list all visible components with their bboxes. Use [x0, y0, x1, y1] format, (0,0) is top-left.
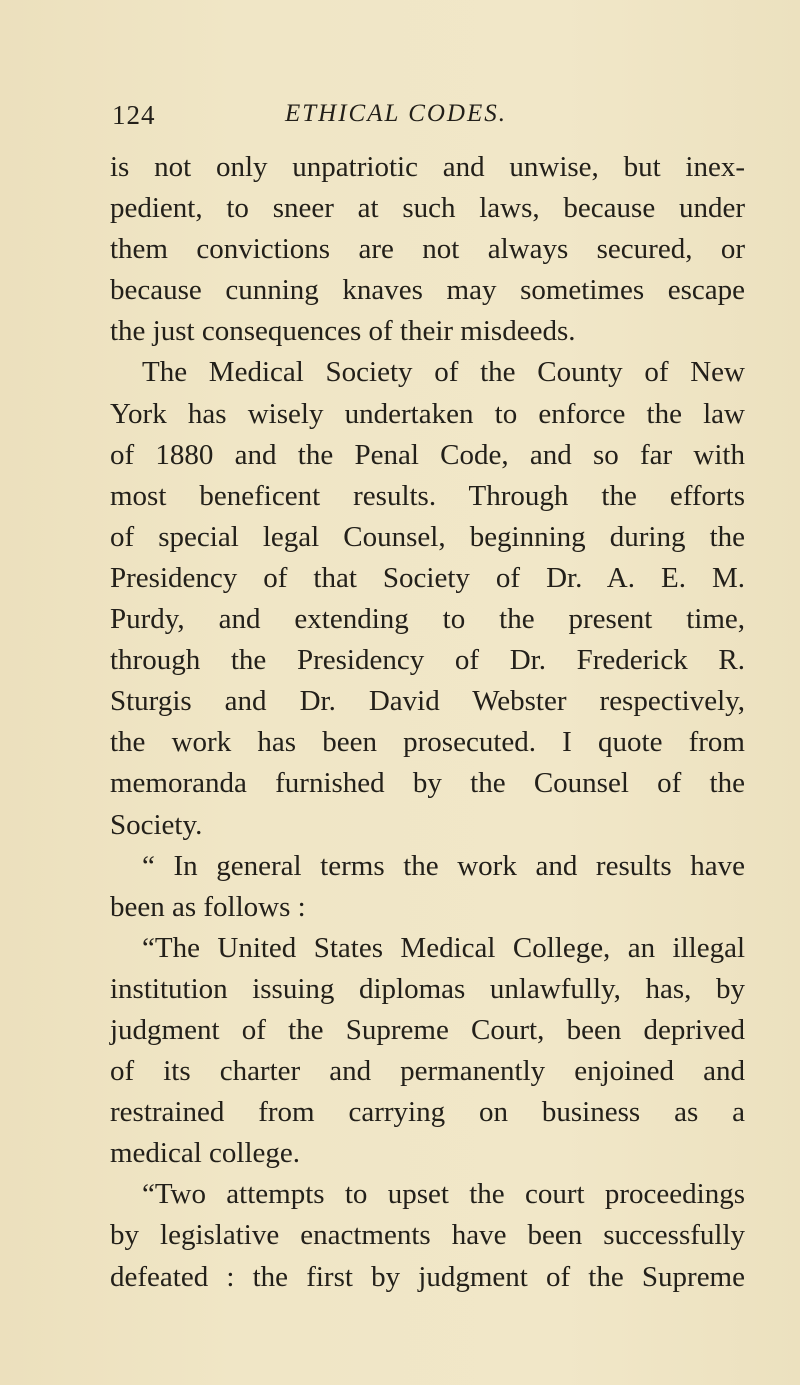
- text-line: institution issuing diplomas unlawfully, has, by: [110, 972, 745, 1005]
- text-line: The Medical Society of the County of New: [142, 356, 745, 389]
- text-line: Sturgis and Dr. David Webster respectively,: [110, 685, 745, 718]
- text-line: of special legal Counsel, beginning during the: [110, 520, 745, 553]
- text-line: because cunning knaves may sometimes escape: [110, 274, 745, 307]
- running-title: ETHICAL CODES.: [285, 100, 508, 127]
- text-line: “The United States Medical College, an illegal: [142, 931, 745, 964]
- text-line: of 1880 and the Penal Code, and so far with: [110, 438, 745, 471]
- text-line: pedient, to sneer at such laws, because under: [110, 192, 745, 225]
- text-line: most beneficent results. Through the efforts: [110, 479, 745, 512]
- text-line: memoranda furnished by the Counsel of the: [110, 767, 745, 800]
- text-line: the work has been prosecuted. I quote from: [110, 726, 745, 759]
- text-line: the just consequences of their misdeeds.: [110, 315, 576, 348]
- text-line: defeated : the first by judgment of the Supreme: [110, 1260, 745, 1293]
- text-line: them convictions are not always secured, or: [110, 233, 745, 266]
- running-head: [112, 100, 740, 136]
- text-line: of its charter and permanently enjoined and: [110, 1055, 745, 1088]
- text-line: medical college.: [110, 1137, 301, 1170]
- text-line: “Two attempts to upset the court proceedings: [142, 1178, 745, 1211]
- page-number: 124: [112, 100, 156, 130]
- text-line: “ In general terms the work and results have: [142, 849, 745, 882]
- text-line: been as follows :: [110, 890, 306, 923]
- text-line: restrained from carrying on business as a: [110, 1096, 745, 1129]
- body-text: [110, 147, 745, 1298]
- text-line: by legislative enactments have been successfully: [110, 1219, 745, 1252]
- text-line: through the Presidency of Dr. Frederick R.: [110, 644, 745, 677]
- text-line: judgment of the Supreme Court, been deprived: [110, 1013, 745, 1046]
- text-line: Purdy, and extending to the present time,: [110, 603, 745, 636]
- text-line: Presidency of that Society of Dr. A. E. M.: [110, 561, 745, 594]
- text-line: is not only unpatriotic and unwise, but inex-: [110, 151, 745, 183]
- text-line: Society.: [110, 808, 203, 841]
- text-line: York has wisely undertaken to enforce the law: [110, 397, 745, 430]
